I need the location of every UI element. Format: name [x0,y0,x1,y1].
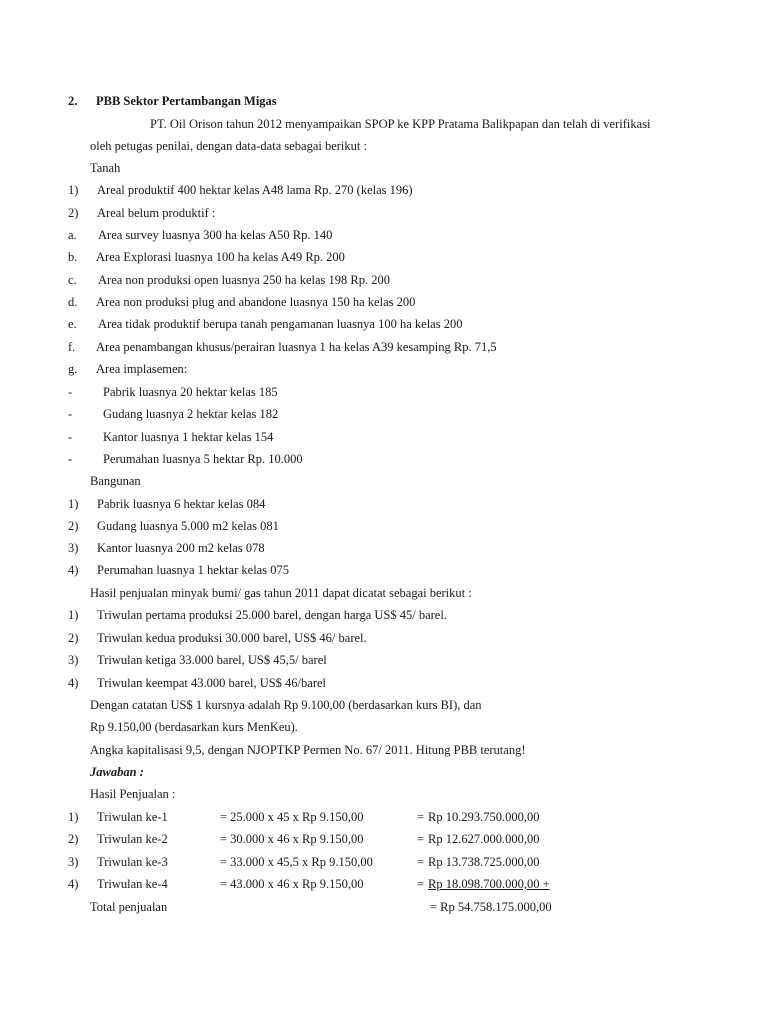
bangunan-item: Pabrik luasnya 6 hektar kelas 084 [97,497,266,511]
bangunan-item: Kantor luasnya 200 m2 kelas 078 [97,541,265,555]
jawaban-subheading: Hasil Penjualan : [90,787,176,801]
tanah-item: Pabrik luasnya 20 hektar kelas 185 [103,385,278,399]
jawaban-row-calc: = 30.000 x 46 x Rp 9.150,00 [220,832,364,846]
jawaban-row-result: Rp 18.098.700.000,00 + [428,877,550,891]
jawaban-row-label: Triwulan ke-3 [97,855,168,869]
jawaban-row-label: Triwulan ke-1 [97,810,168,824]
tanah-heading: Tanah [90,161,121,175]
section-number: 2. [68,94,78,108]
tanah-item: Area implasemen: [96,362,188,376]
tanah-marker: c. [68,273,77,287]
jawaban-row-marker: 4) [68,877,79,891]
bangunan-marker: 2) [68,519,79,533]
tanah-marker: 1) [68,183,79,197]
tanah-marker: e. [68,317,77,331]
tanah-item: Areal produktif 400 hektar kelas A48 lama Rp. 270 (kelas 196) [97,183,413,197]
tanah-item: Gudang luasnya 2 hektar kelas 182 [103,407,279,421]
kurs-line-1: Dengan catatan US$ 1 kursnya adalah Rp 9.100,00 (berdasarkan kurs BI), dan [90,698,482,712]
hasil-heading: Hasil penjualan minyak bumi/ gas tahun 2011 dapat dicatat sebagai berikut : [90,586,472,600]
hasil-item: Triwulan kedua produksi 30.000 barel, US$ 46/ barel. [97,631,367,645]
tanah-item: Area non produksi plug and abandone luasnya 150 ha kelas 200 [96,295,416,309]
tanah-marker: - [68,407,73,421]
jawaban-row-equals: = [417,810,425,824]
hasil-marker: 3) [68,653,79,667]
bangunan-marker: 4) [68,563,79,577]
tanah-item: Area penambangan khusus/perairan luasnya 1 ha kelas A39 kesamping Rp. 71,5 [96,340,497,354]
jawaban-row-calc: = 25.000 x 45 x Rp 9.150,00 [220,810,364,824]
tanah-item: Perumahan luasnya 5 hektar Rp. 10.000 [103,452,303,466]
bangunan-marker: 1) [68,497,79,511]
hasil-marker: 2) [68,631,79,645]
jawaban-row-result: Rp 12.627.000.000,00 [428,832,540,846]
kurs-line-2: Rp 9.150,00 (berdasarkan kurs MenKeu). [90,720,298,734]
hasil-marker: 1) [68,608,79,622]
tanah-item: Kantor luasnya 1 hektar kelas 154 [103,430,274,444]
jawaban-row-marker: 2) [68,832,79,846]
tanah-marker: - [68,452,73,466]
total-label: Total penjualan [90,900,168,914]
intro-line-1: PT. Oil Orison tahun 2012 menyampaikan SPOP ke KPP Pratama Balikpapan dan telah di verifikasi [150,117,651,131]
hasil-item: Triwulan ketiga 33.000 barel, US$ 45,5/ barel [97,653,327,667]
jawaban-row-calc: = 43.000 x 46 x Rp 9.150,00 [220,877,364,891]
jawaban-row-result: Rp 13.738.725.000,00 [428,855,540,869]
jawaban-row-calc: = 33.000 x 45,5 x Rp 9.150,00 [220,855,373,869]
jawaban-row-label: Triwulan ke-2 [97,832,168,846]
jawaban-row-equals: = [417,855,425,869]
hasil-item: Triwulan keempat 43.000 barel, US$ 46/barel [97,676,327,690]
tanah-marker: a. [68,228,77,242]
bangunan-item: Perumahan luasnya 1 hektar kelas 075 [97,563,289,577]
tanah-marker: b. [68,250,78,264]
tanah-item: Area non produksi open luasnya 250 ha kelas 198 Rp. 200 [98,273,390,287]
tanah-marker: d. [68,295,78,309]
tanah-marker: - [68,385,73,399]
hasil-marker: 4) [68,676,79,690]
jawaban-row-marker: 3) [68,855,79,869]
bangunan-item: Gudang luasnya 5.000 m2 kelas 081 [97,519,279,533]
total-value: = Rp 54.758.175.000,00 [430,900,552,914]
question-line: Angka kapitalisasi 9,5, dengan NJOPTKP Permen No. 67/ 2011. Hitung PBB terutang! [90,743,526,757]
tanah-marker: g. [68,362,78,376]
bangunan-heading: Bangunan [90,474,141,488]
jawaban-row-equals: = [417,877,425,891]
jawaban-row-label: Triwulan ke-4 [97,877,168,891]
jawaban-heading: Jawaban : [90,765,144,779]
tanah-marker: f. [68,340,76,354]
jawaban-row-equals: = [417,832,425,846]
intro-line-2: oleh petugas penilai, dengan data-data sebagai berikut : [90,139,367,153]
tanah-item: Areal belum produktif : [97,206,216,220]
tanah-marker: 2) [68,206,79,220]
tanah-item: Area Explorasi luasnya 100 ha kelas A49 Rp. 200 [96,250,345,264]
bangunan-marker: 3) [68,541,79,555]
jawaban-row-result: Rp 10.293.750.000,00 [428,810,540,824]
tanah-marker: - [68,430,73,444]
tanah-item: Area survey luasnya 300 ha kelas A50 Rp. 140 [98,228,333,242]
hasil-item: Triwulan pertama produksi 25.000 barel, dengan harga US$ 45/ barel. [97,608,447,622]
jawaban-row-marker: 1) [68,810,79,824]
tanah-item: Area tidak produktif berupa tanah pengamanan luasnya 100 ha kelas 200 [98,317,463,331]
section-title: PBB Sektor Pertambangan Migas [96,94,277,108]
